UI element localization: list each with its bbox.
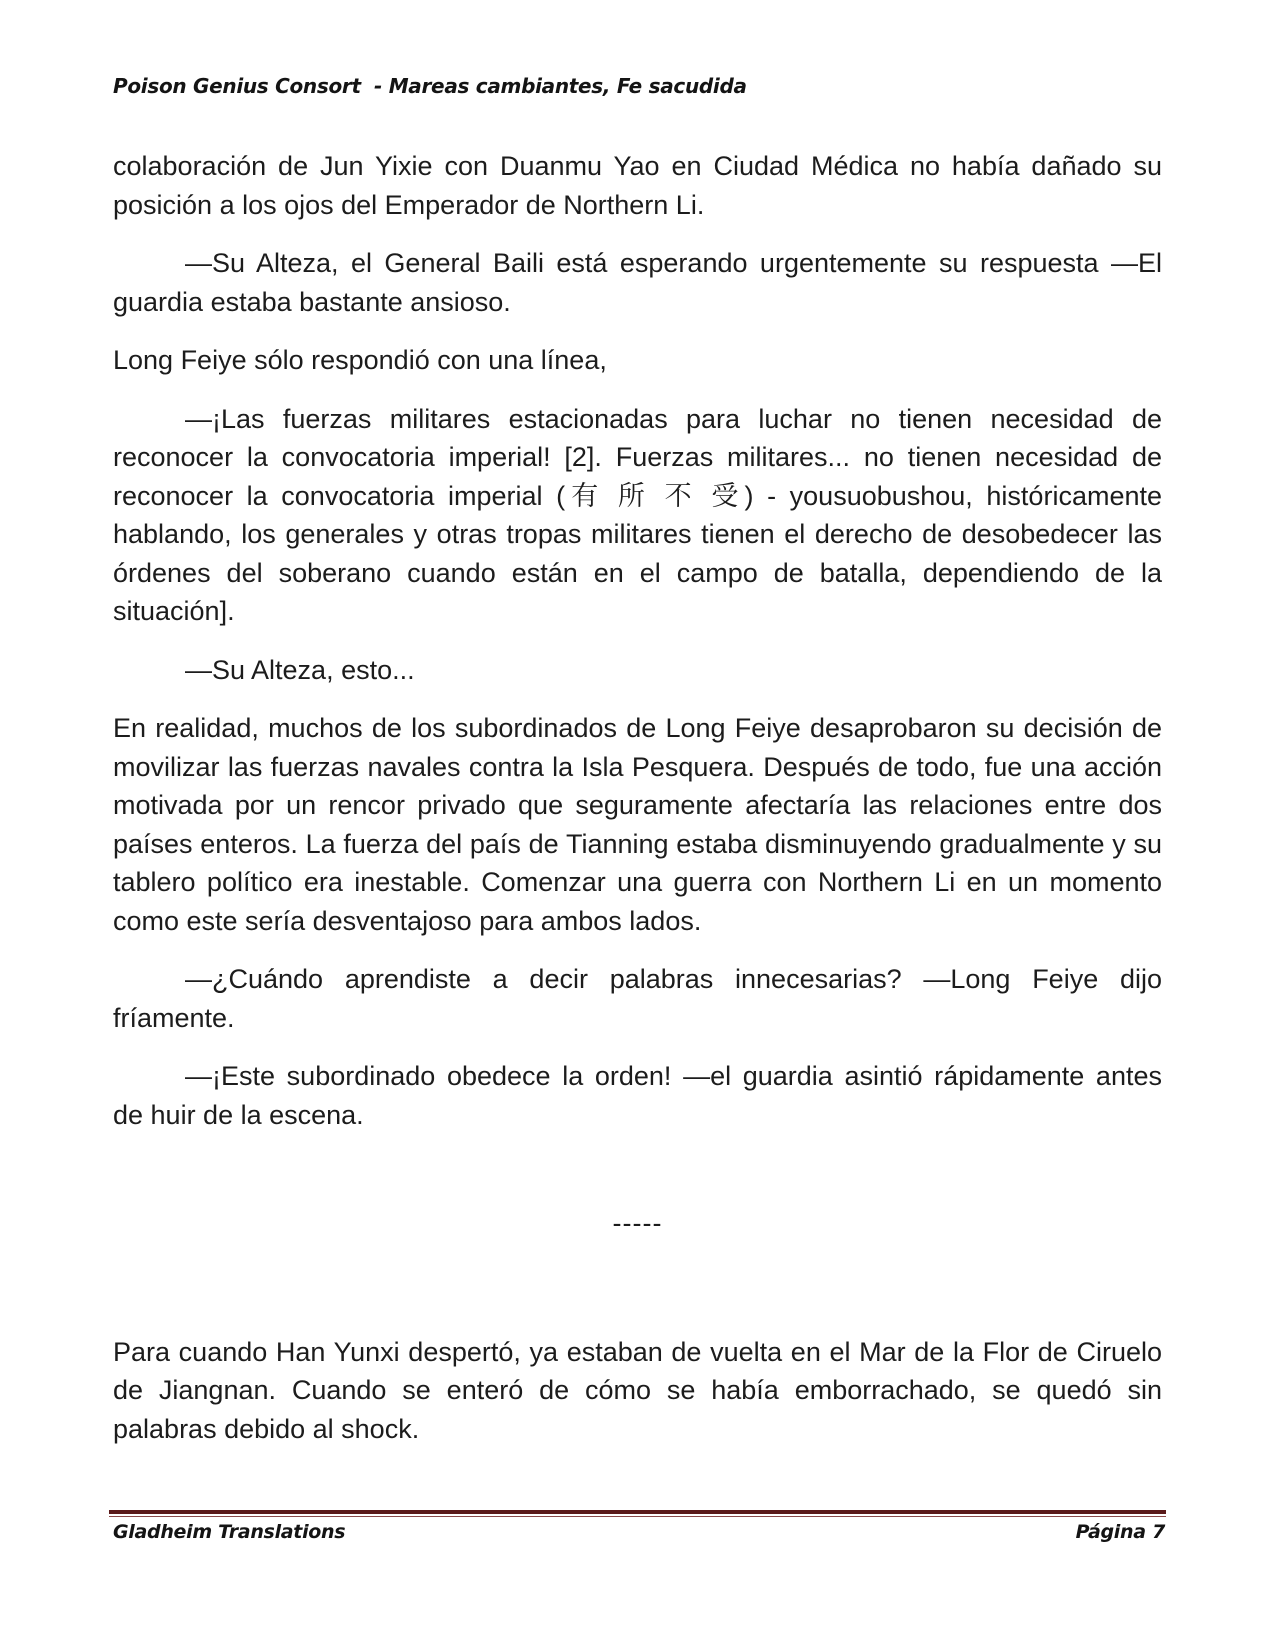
paragraph: colaboración de Jun Yixie con Duanmu Yao en Ciudad Médica no había dañado su posición a los ojos del Emperador de Northern Li.: [113, 151, 1162, 220]
paragraph: —¡Este subordinado obedece la orden! —el guardia asintió rápidamente antes de huir de la escena.: [113, 1061, 1162, 1130]
paragraph: —¿Cuándo aprendiste a decir palabras innecesarias? —Long Feiye dijo fríamente.: [113, 964, 1162, 1033]
page-body: [113, 147, 1162, 1468]
paragraph: —¡Las fuerzas militares estacionadas para luchar no tienen necesidad de reconocer la convocatoria imperial! [2]. Fuerzas militares... no tienen necesidad de reconocer la convocatoria imperial (有 所 不 受) - yousuobushou, históricamente hablando, los generales y otras tropas militares tienen el derecho de desobedecer las órdenes del soberano cuando están en el campo de batalla, dependiendo de la situación].: [113, 403, 1162, 626]
footer-divider: [109, 1510, 1166, 1517]
footer-publisher: Gladheim Translations: [113, 1521, 346, 1543]
page-number: Página 7: [1075, 1521, 1165, 1543]
closing-paragraph: Para cuando Han Yunxi despertó, ya estaban de vuelta en el Mar de la Flor de Ciruelo de Jiangnan. Cuando se enteró de cómo se había emborrachado, se quedó sin palabras debido al shock.: [113, 1336, 1162, 1444]
paragraph: —Su Alteza, el General Baili está esperando urgentemente su respuesta —El guardia estaba bastante ansioso.: [113, 248, 1162, 317]
running-header: Poison Genius Consort - Mareas cambiantes, Fe sacudida: [113, 74, 747, 98]
scene-break: -----: [612, 1208, 663, 1238]
paragraph: —Su Alteza, esto...: [185, 654, 415, 685]
paragraph: En realidad, muchos de los subordinados de Long Feiye desaprobaron su decisión de movilizar las fuerzas navales contra la Isla Pesquera. Después de todo, fue una acción motivada por un rencor privado que seguramente afectaría las relaciones entre dos países enteros. La fuerza del país de Tianning estaba disminuyendo gradualmente y su tablero político era inestable. Comenzar una guerra con Northern Li en un momento como este sería desventajoso para ambos lados.: [113, 713, 1162, 936]
footer-divider-thin: [109, 1516, 1166, 1517]
footer-divider-thick: [109, 1510, 1166, 1514]
paragraph: Long Feiye sólo respondió con una línea,: [113, 345, 607, 375]
